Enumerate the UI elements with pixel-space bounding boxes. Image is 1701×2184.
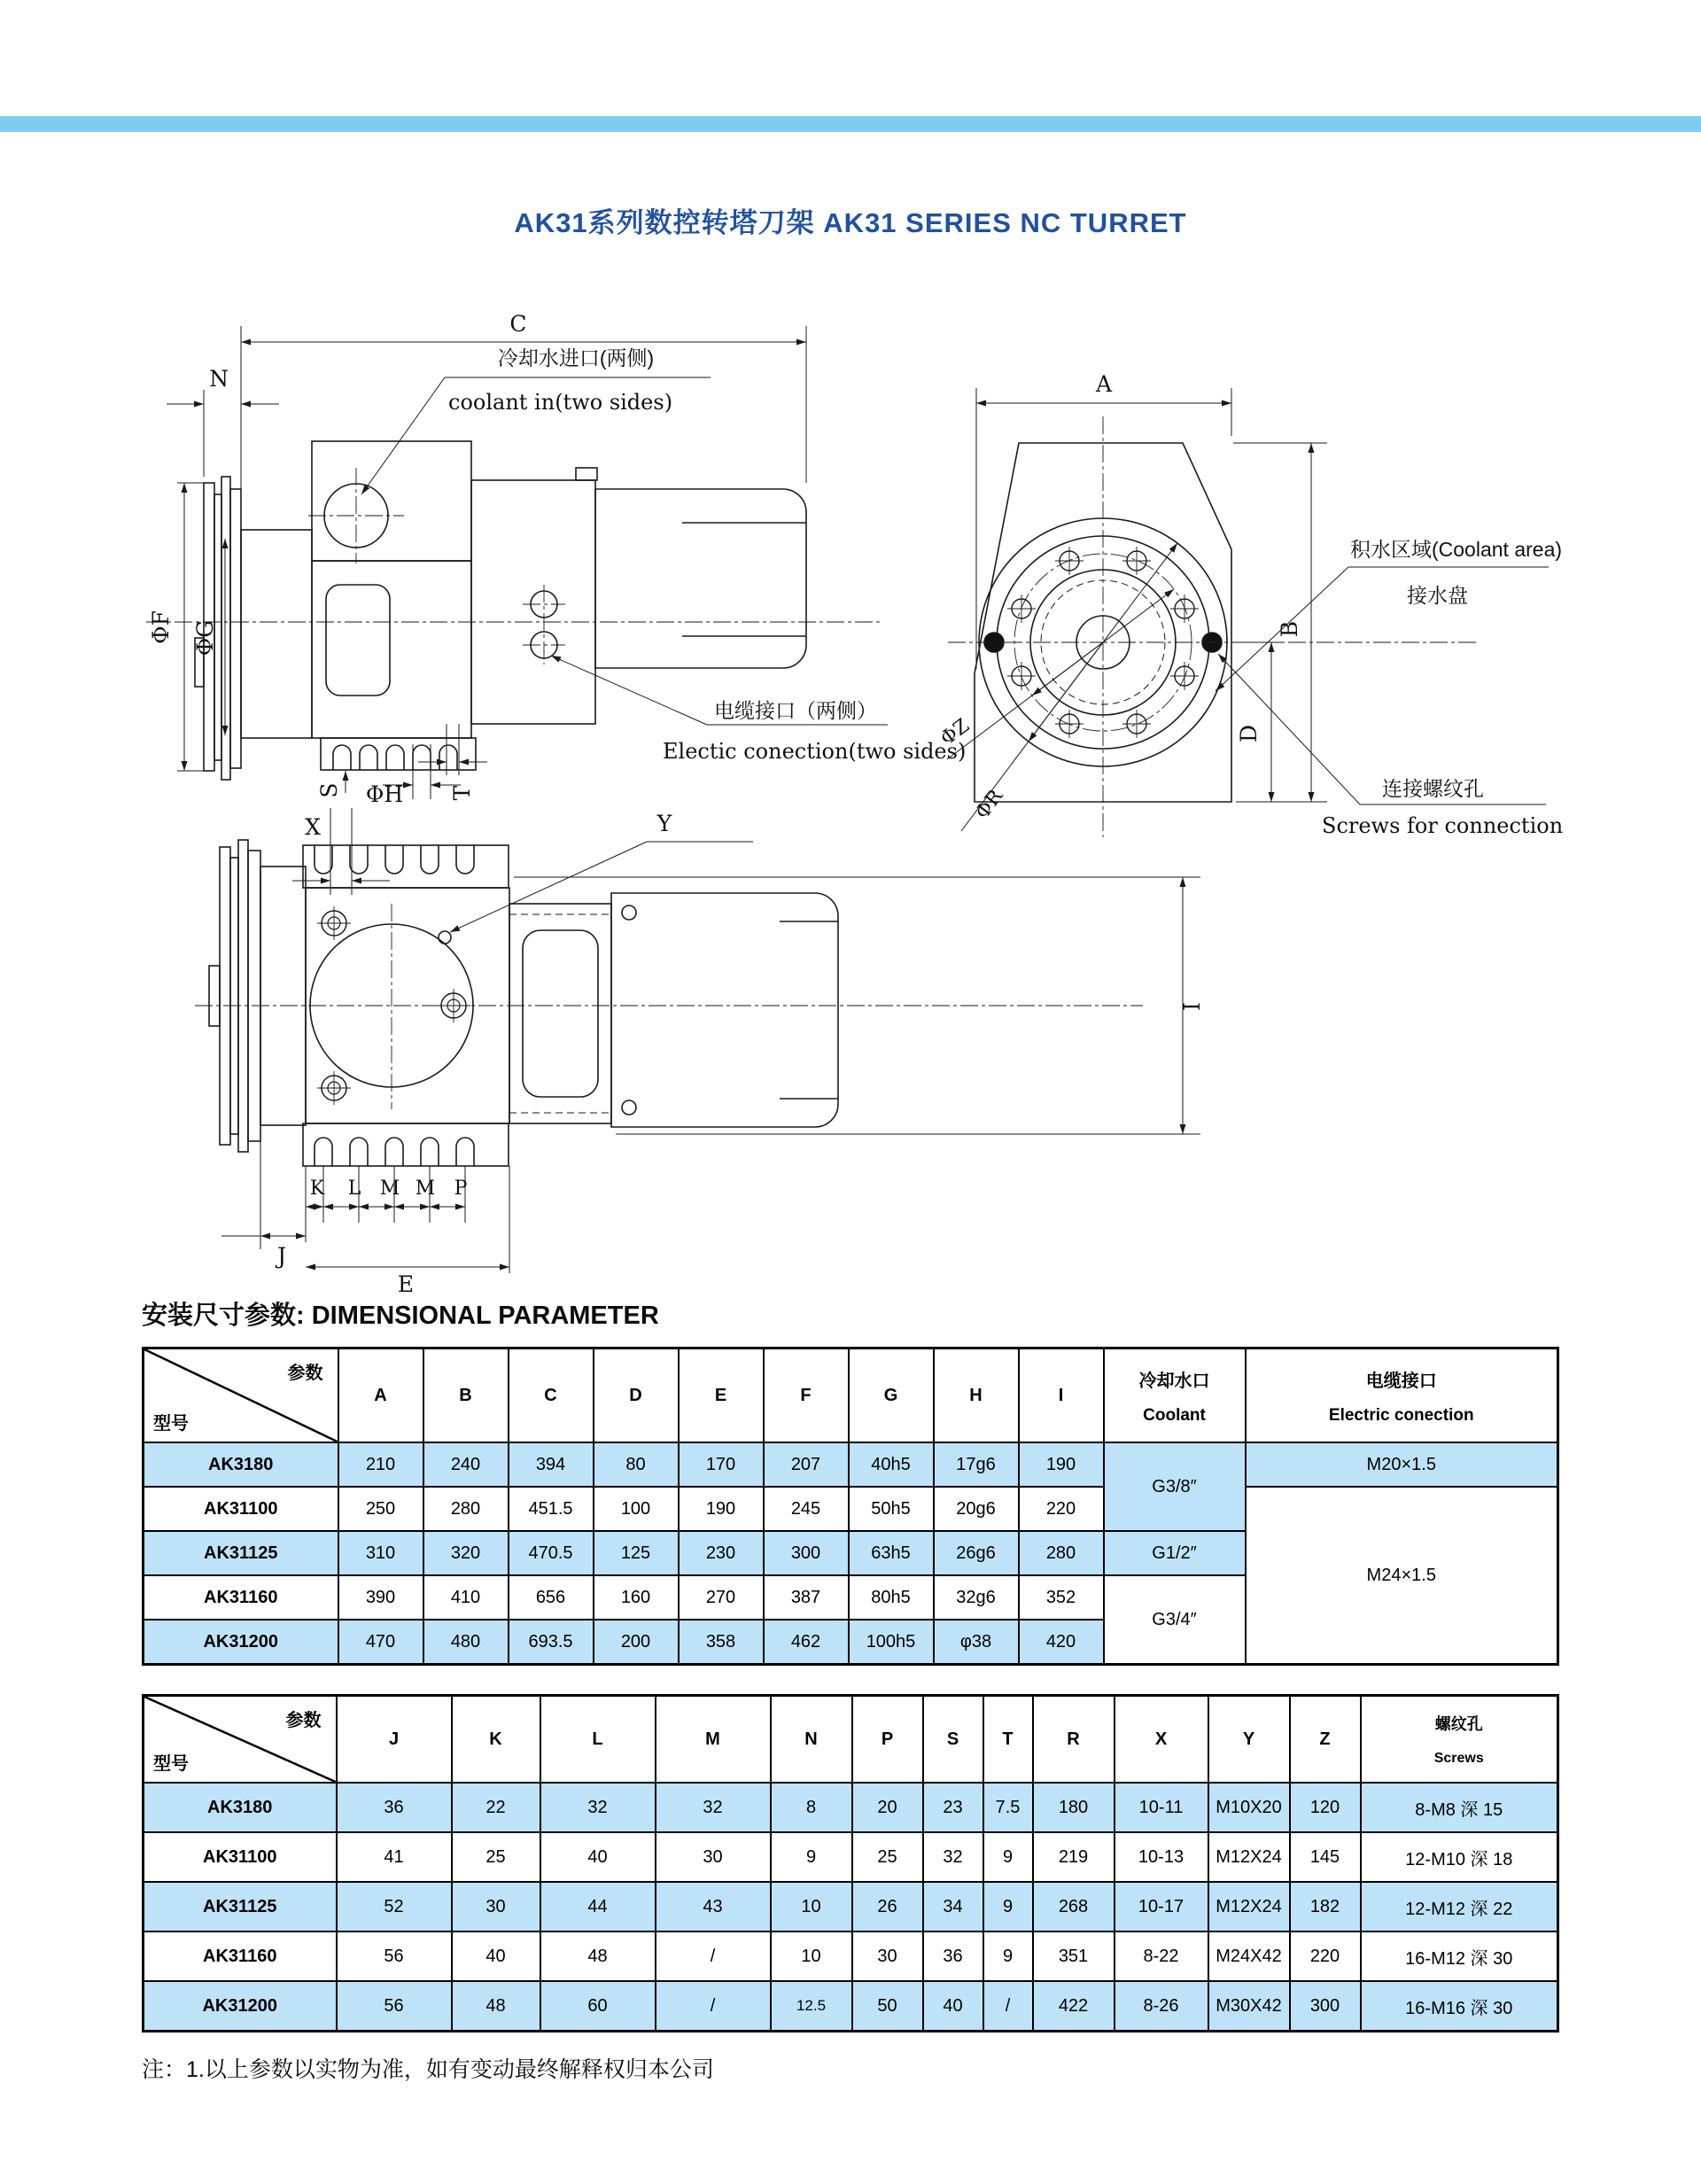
col-header-N: N bbox=[771, 1696, 852, 1784]
dim-label-I: I bbox=[1179, 1002, 1205, 1011]
bottom-view-dimensions bbox=[221, 808, 1200, 1273]
model-cell: AK31160 bbox=[144, 1575, 338, 1620]
cell: 63h5 bbox=[849, 1531, 934, 1575]
cell: M30X42 bbox=[1208, 1981, 1290, 2032]
electric-connection-label-cn: 电缆接口（两侧） bbox=[714, 699, 877, 722]
cell: 351 bbox=[1033, 1931, 1115, 1981]
cell: 120 bbox=[1290, 1783, 1361, 1832]
cell: 40 bbox=[923, 1981, 983, 2032]
cell: 180 bbox=[1033, 1783, 1115, 1832]
cell: 56 bbox=[337, 1931, 452, 1981]
cell: 9 bbox=[771, 1832, 852, 1882]
coolant-cell: G3/8″ bbox=[1104, 1442, 1246, 1531]
col-header-I: I bbox=[1019, 1348, 1104, 1443]
cell: 60 bbox=[540, 1981, 656, 2032]
cell: 26 bbox=[852, 1882, 923, 1931]
cell: 240 bbox=[423, 1442, 509, 1487]
cell: 30 bbox=[656, 1832, 771, 1882]
cell: 9 bbox=[983, 1882, 1033, 1931]
cell: 10 bbox=[771, 1931, 852, 1981]
model-cell: AK31125 bbox=[144, 1531, 338, 1575]
table2-corner-cell bbox=[144, 1696, 337, 1784]
cell: 693.5 bbox=[509, 1620, 594, 1665]
slot-label-M2: M bbox=[415, 1177, 436, 1200]
screws-connection-label-cn: 连接螺纹孔 bbox=[1382, 777, 1484, 800]
dim-label-N: N bbox=[209, 366, 229, 392]
col-header-Y: Y bbox=[1208, 1696, 1290, 1784]
drip-pan-label: 接水盘 bbox=[1407, 584, 1468, 607]
cell: 56 bbox=[337, 1981, 452, 2032]
cell: φ38 bbox=[934, 1620, 1019, 1665]
cell: 220 bbox=[1290, 1931, 1361, 1981]
cell: / bbox=[656, 1931, 771, 1981]
screws-cell: 12-M10 深 18 bbox=[1361, 1832, 1558, 1882]
cell: 220 bbox=[1019, 1487, 1104, 1531]
footer-note: 注：1.以上参数以实物为准，如有变动最终解释权归本公司 bbox=[142, 2057, 714, 2082]
front-view-dimensions bbox=[947, 388, 1549, 831]
dim-label-J: J bbox=[276, 1243, 287, 1269]
col-header-C: C bbox=[509, 1348, 594, 1443]
cell: 300 bbox=[764, 1531, 849, 1575]
cell: 300 bbox=[1290, 1981, 1361, 2032]
table1-corner-cell bbox=[144, 1348, 338, 1443]
cell: 48 bbox=[540, 1931, 656, 1981]
screws-cell: 12-M12 深 22 bbox=[1361, 1882, 1558, 1931]
cell: 8-26 bbox=[1115, 1981, 1208, 2032]
screws-cell: 16-M12 深 30 bbox=[1361, 1931, 1558, 1981]
electric-cell: M20×1.5 bbox=[1246, 1442, 1558, 1487]
col-header-R: R bbox=[1033, 1696, 1115, 1784]
cell: 470 bbox=[338, 1620, 423, 1665]
slot-label-P: P bbox=[454, 1177, 468, 1200]
corner-model-label: 型号 bbox=[153, 1754, 189, 1774]
coolant-cell: G1/2″ bbox=[1104, 1531, 1246, 1575]
cell: 22 bbox=[452, 1783, 540, 1832]
table-row bbox=[144, 1487, 1558, 1531]
bottom-view-drawing bbox=[168, 789, 1223, 1298]
col-header-A: A bbox=[338, 1348, 423, 1443]
col-header-G: G bbox=[849, 1348, 934, 1443]
coolant-area-label: 积水区域(Coolant area) bbox=[1350, 538, 1563, 561]
dim-label-phiZ: ΦZ bbox=[936, 714, 974, 750]
cell: 41 bbox=[337, 1832, 452, 1882]
cell: 30 bbox=[452, 1882, 540, 1931]
cell: 7.5 bbox=[983, 1783, 1033, 1832]
col-header-S: S bbox=[923, 1696, 983, 1784]
table2-header-row bbox=[144, 1696, 1558, 1784]
screws-cell: 16-M16 深 30 bbox=[1361, 1981, 1558, 2032]
col-header-B: B bbox=[423, 1348, 509, 1443]
screws-connection-label-en: Screws for connection bbox=[1322, 813, 1564, 838]
electric-cell: M24×1.5 bbox=[1246, 1487, 1558, 1665]
dim-label-A: A bbox=[1095, 371, 1113, 397]
model-cell: AK31200 bbox=[144, 1981, 337, 2032]
electric-header-cn: 电缆接口 bbox=[1365, 1371, 1437, 1391]
cell: 245 bbox=[764, 1487, 849, 1531]
cell: 8 bbox=[771, 1783, 852, 1832]
col-header-K: K bbox=[452, 1696, 540, 1784]
cell: 390 bbox=[338, 1575, 423, 1620]
cell: 36 bbox=[923, 1931, 983, 1981]
cell: 10 bbox=[771, 1882, 852, 1931]
dim-label-B: B bbox=[1277, 620, 1302, 638]
cell: M12X24 bbox=[1208, 1832, 1290, 1882]
screws-cell: 8-M8 深 15 bbox=[1361, 1783, 1558, 1832]
model-cell: AK31100 bbox=[144, 1832, 337, 1882]
dim-label-phiG: ΦG bbox=[192, 619, 218, 657]
cell: 358 bbox=[679, 1620, 764, 1665]
coolant-cell: G3/4″ bbox=[1104, 1575, 1246, 1665]
cell: / bbox=[656, 1981, 771, 2032]
section-heading: 安装尺寸参数: DIMENSIONAL PARAMETER bbox=[142, 1302, 659, 1330]
table-row bbox=[144, 1832, 1558, 1882]
cell: 280 bbox=[423, 1487, 509, 1531]
coolant-header-en: Coolant bbox=[1143, 1405, 1206, 1425]
cell: 25 bbox=[452, 1832, 540, 1882]
top-accent-bar bbox=[0, 116, 1701, 132]
model-cell: AK31200 bbox=[144, 1620, 338, 1665]
corner-model-label: 型号 bbox=[153, 1414, 189, 1434]
coolant-in-label-en: coolant in(two sides) bbox=[448, 390, 673, 415]
dimensional-parameter-table-2 bbox=[142, 1694, 1559, 2032]
cell: 36 bbox=[337, 1783, 452, 1832]
col-header-D: D bbox=[594, 1348, 679, 1443]
cell: 50 bbox=[852, 1981, 923, 2032]
cell: 25 bbox=[852, 1832, 923, 1882]
cell: 10-11 bbox=[1115, 1783, 1208, 1832]
col-header-Z: Z bbox=[1290, 1696, 1361, 1784]
cell: M24X42 bbox=[1208, 1931, 1290, 1981]
table-row bbox=[144, 1783, 1558, 1832]
cell: 462 bbox=[764, 1620, 849, 1665]
cell: 32 bbox=[923, 1832, 983, 1882]
slot-label-M1: M bbox=[379, 1177, 400, 1200]
cell: 270 bbox=[679, 1575, 764, 1620]
col-header-M: M bbox=[656, 1696, 771, 1784]
col-header-J: J bbox=[337, 1696, 452, 1784]
cell: 352 bbox=[1019, 1575, 1104, 1620]
col-header-screws bbox=[1361, 1696, 1558, 1784]
front-view-drawing bbox=[913, 337, 1564, 859]
cell: 100 bbox=[594, 1487, 679, 1531]
dim-label-E: E bbox=[397, 1271, 415, 1297]
cell: 32 bbox=[540, 1783, 656, 1832]
col-header-coolant bbox=[1104, 1348, 1246, 1443]
cell: 190 bbox=[679, 1487, 764, 1531]
cell: 32 bbox=[656, 1783, 771, 1832]
dim-label-D: D bbox=[1236, 724, 1262, 743]
cell: 310 bbox=[338, 1531, 423, 1575]
cell: 387 bbox=[764, 1575, 849, 1620]
cell: 182 bbox=[1290, 1882, 1361, 1931]
col-header-electric bbox=[1246, 1348, 1558, 1443]
cell: 268 bbox=[1033, 1882, 1115, 1931]
model-cell: AK3180 bbox=[144, 1783, 337, 1832]
cell: 207 bbox=[764, 1442, 849, 1487]
cell: / bbox=[983, 1981, 1033, 2032]
cell: 40 bbox=[540, 1832, 656, 1882]
table-row bbox=[144, 1931, 1558, 1981]
side-view-outline bbox=[195, 441, 806, 780]
bottom-view-hidden-lines bbox=[509, 914, 611, 1113]
cell: 451.5 bbox=[509, 1487, 594, 1531]
model-cell: AK31160 bbox=[144, 1931, 337, 1981]
table-row bbox=[144, 1981, 1558, 2032]
cell: 230 bbox=[679, 1531, 764, 1575]
cell: 250 bbox=[338, 1487, 423, 1531]
cell: 12.5 bbox=[771, 1981, 852, 2032]
dim-label-phiF: ΦF bbox=[148, 610, 174, 644]
cell: 190 bbox=[1019, 1442, 1104, 1487]
dimensional-parameter-table-1 bbox=[142, 1347, 1559, 1666]
slot-label-K: K bbox=[309, 1177, 325, 1200]
table-row bbox=[144, 1882, 1558, 1931]
cell: 422 bbox=[1033, 1981, 1115, 2032]
cell: 320 bbox=[423, 1531, 509, 1575]
cell: 17g6 bbox=[934, 1442, 1019, 1487]
cell: 34 bbox=[923, 1882, 983, 1931]
table1-header-row bbox=[144, 1348, 1558, 1443]
cell: M10X20 bbox=[1208, 1783, 1290, 1832]
cell: 43 bbox=[656, 1882, 771, 1931]
cell: 8-22 bbox=[1115, 1931, 1208, 1981]
cell: 210 bbox=[338, 1442, 423, 1487]
coolant-header-cn: 冷却水口 bbox=[1138, 1371, 1210, 1391]
cell: 200 bbox=[594, 1620, 679, 1665]
dim-label-X: X bbox=[305, 814, 321, 840]
cell: 20 bbox=[852, 1783, 923, 1832]
cell: 480 bbox=[423, 1620, 509, 1665]
cell: 100h5 bbox=[849, 1620, 934, 1665]
cell: 9 bbox=[983, 1931, 1033, 1981]
col-header-H: H bbox=[934, 1348, 1019, 1443]
cell: 23 bbox=[923, 1783, 983, 1832]
col-header-F: F bbox=[764, 1348, 849, 1443]
cell: 40 bbox=[452, 1931, 540, 1981]
cell: 394 bbox=[509, 1442, 594, 1487]
cell: 26g6 bbox=[934, 1531, 1019, 1575]
cell: 9 bbox=[983, 1832, 1033, 1882]
cell: 170 bbox=[679, 1442, 764, 1487]
cell: 30 bbox=[852, 1931, 923, 1981]
model-cell: AK3180 bbox=[144, 1442, 338, 1487]
screws-header-en: Screws bbox=[1433, 1751, 1484, 1766]
dim-label-C: C bbox=[509, 311, 527, 337]
coolant-in-label-cn: 冷却水进口(两侧) bbox=[497, 346, 655, 369]
cell: 219 bbox=[1033, 1832, 1115, 1882]
electric-header-en: Electric conection bbox=[1328, 1405, 1474, 1425]
corner-parameter-label: 参数 bbox=[285, 1711, 322, 1730]
cell: M12X24 bbox=[1208, 1882, 1290, 1931]
cell: 420 bbox=[1019, 1620, 1104, 1665]
cell: 160 bbox=[594, 1575, 679, 1620]
dim-label-Y: Y bbox=[656, 811, 672, 836]
cell: 145 bbox=[1290, 1832, 1361, 1882]
cell: 656 bbox=[509, 1575, 594, 1620]
screws-header-cn: 螺纹孔 bbox=[1434, 1715, 1483, 1733]
cell: 80 bbox=[594, 1442, 679, 1487]
cell: 10-17 bbox=[1115, 1882, 1208, 1931]
cell: 48 bbox=[452, 1981, 540, 2032]
electric-connection-label-en: Electic conection(two sides) bbox=[663, 739, 967, 764]
table-row bbox=[144, 1442, 1558, 1487]
dim-label-S: S bbox=[316, 782, 342, 798]
cell: 20g6 bbox=[934, 1487, 1019, 1531]
side-view-centerlines bbox=[146, 468, 882, 665]
front-view-centerlines bbox=[948, 416, 1480, 837]
cell: 280 bbox=[1019, 1531, 1104, 1575]
col-header-T: T bbox=[983, 1696, 1033, 1784]
col-header-X: X bbox=[1115, 1696, 1208, 1784]
col-header-E: E bbox=[679, 1348, 764, 1443]
cell: 44 bbox=[540, 1882, 656, 1931]
dim-label-phiH: ΦH bbox=[365, 781, 404, 807]
cell: 10-13 bbox=[1115, 1832, 1208, 1882]
cell: 410 bbox=[423, 1575, 509, 1620]
cell: 32g6 bbox=[934, 1575, 1019, 1620]
col-header-P: P bbox=[852, 1696, 923, 1784]
cell: 40h5 bbox=[849, 1442, 934, 1487]
bottom-view-outline bbox=[209, 840, 838, 1166]
col-header-L: L bbox=[540, 1696, 656, 1784]
cell: 50h5 bbox=[849, 1487, 934, 1531]
model-cell: AK31125 bbox=[144, 1882, 337, 1931]
dim-label-T: T bbox=[449, 785, 475, 801]
corner-parameter-label: 参数 bbox=[287, 1364, 323, 1383]
page-title: AK31系列数控转塔刀架 AK31 SERIES NC TURRET bbox=[514, 207, 1187, 238]
cell: 470.5 bbox=[509, 1531, 594, 1575]
slot-label-L: L bbox=[347, 1177, 361, 1200]
cell: 80h5 bbox=[849, 1575, 934, 1620]
cell: 125 bbox=[594, 1531, 679, 1575]
model-cell: AK31100 bbox=[144, 1487, 338, 1531]
dim-label-phiR: ΦR bbox=[971, 785, 1008, 824]
cell: 52 bbox=[337, 1882, 452, 1931]
